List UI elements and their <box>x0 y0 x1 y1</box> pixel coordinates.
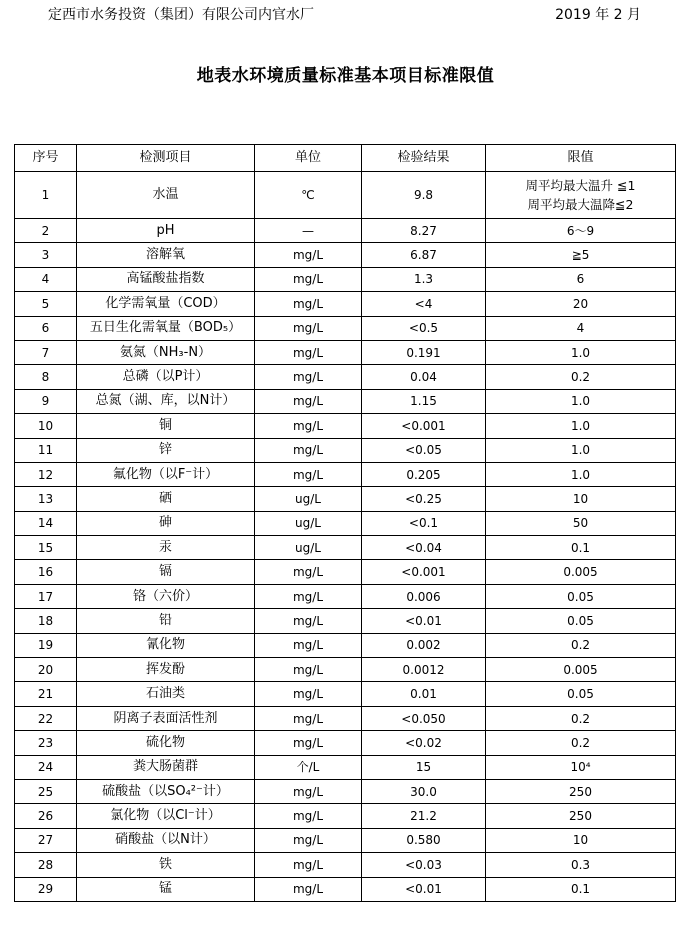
cell-item: 砷 <box>77 511 255 535</box>
cell-unit: mg/L <box>255 584 362 608</box>
cell-limit: 0.005 <box>486 560 676 584</box>
table-row <box>15 633 676 657</box>
cell-limit: 0.3 <box>486 853 676 877</box>
cell-result: <0.1 <box>362 511 486 535</box>
cell-unit: mg/L <box>255 877 362 901</box>
cell-unit: mg/L <box>255 828 362 852</box>
table-header-row <box>15 145 676 172</box>
table-row <box>15 560 676 584</box>
cell-unit: — <box>255 219 362 243</box>
cell-result: <0.05 <box>362 438 486 462</box>
cell-unit: ug/L <box>255 536 362 560</box>
cell-limit: 10⁴ <box>486 755 676 779</box>
cell-limit: 1.0 <box>486 414 676 438</box>
cell-result: 0.205 <box>362 462 486 486</box>
cell-item: 铜 <box>77 414 255 438</box>
cell-item: 硝酸盐（以N计） <box>77 828 255 852</box>
cell-no: 8 <box>15 365 77 389</box>
cell-limit: 0.2 <box>486 706 676 730</box>
cell-no: 23 <box>15 731 77 755</box>
cell-no: 25 <box>15 779 77 803</box>
table-row <box>15 438 676 462</box>
cell-no: 21 <box>15 682 77 706</box>
cell-limit: 10 <box>486 828 676 852</box>
cell-limit: 1.0 <box>486 462 676 486</box>
cell-limit: 4 <box>486 316 676 340</box>
table-row <box>15 584 676 608</box>
cell-limit: 6 <box>486 267 676 291</box>
cell-limit: 0.05 <box>486 609 676 633</box>
table-row <box>15 755 676 779</box>
table-row <box>15 706 676 730</box>
cell-result: 0.580 <box>362 828 486 852</box>
cell-item: 铁 <box>77 853 255 877</box>
table-row <box>15 682 676 706</box>
cell-item: 锰 <box>77 877 255 901</box>
cell-limit: 1.0 <box>486 340 676 364</box>
cell-no: 6 <box>15 316 77 340</box>
cell-item: 氟化物（以F⁻计） <box>77 462 255 486</box>
cell-limit: 0.2 <box>486 365 676 389</box>
table-row <box>15 853 676 877</box>
table-row <box>15 267 676 291</box>
table-row <box>15 414 676 438</box>
cell-item: 水温 <box>77 172 255 219</box>
cell-no: 2 <box>15 219 77 243</box>
cell-unit: mg/L <box>255 462 362 486</box>
table-row <box>15 292 676 316</box>
page-title: 地表水环境质量标准基本项目标准限值 <box>196 66 495 86</box>
table-row <box>15 365 676 389</box>
standards-table <box>14 144 676 902</box>
report-date: 2019 年 2 月 <box>555 7 641 23</box>
table-row <box>15 877 676 901</box>
cell-item: 粪大肠菌群 <box>77 755 255 779</box>
cell-item: 硫化物 <box>77 731 255 755</box>
cell-limit: 1.0 <box>486 389 676 413</box>
cell-unit: mg/L <box>255 779 362 803</box>
cell-unit: ug/L <box>255 487 362 511</box>
cell-unit: 个/L <box>255 755 362 779</box>
cell-limit: ≧5 <box>486 243 676 267</box>
cell-result: <0.01 <box>362 877 486 901</box>
cell-item: 锌 <box>77 438 255 462</box>
cell-unit: mg/L <box>255 682 362 706</box>
table-row <box>15 511 676 535</box>
cell-unit: mg/L <box>255 414 362 438</box>
cell-item: 挥发酚 <box>77 658 255 682</box>
cell-limit: 6～9 <box>486 219 676 243</box>
cell-result: 0.01 <box>362 682 486 706</box>
cell-no: 3 <box>15 243 77 267</box>
cell-item: 汞 <box>77 536 255 560</box>
cell-result: 8.27 <box>362 219 486 243</box>
cell-no: 20 <box>15 658 77 682</box>
cell-limit: 0.1 <box>486 536 676 560</box>
cell-limit: 0.2 <box>486 731 676 755</box>
table-row <box>15 779 676 803</box>
table-row <box>15 658 676 682</box>
cell-no: 11 <box>15 438 77 462</box>
cell-limit: 0.05 <box>486 584 676 608</box>
cell-result: 21.2 <box>362 804 486 828</box>
cell-result: 0.191 <box>362 340 486 364</box>
cell-no: 16 <box>15 560 77 584</box>
cell-result: <0.5 <box>362 316 486 340</box>
cell-unit: mg/L <box>255 267 362 291</box>
cell-limit: 20 <box>486 292 676 316</box>
cell-unit: mg/L <box>255 804 362 828</box>
cell-item: 硫酸盐（以SO₄²⁻计） <box>77 779 255 803</box>
cell-unit: ℃ <box>255 172 362 219</box>
cell-no: 22 <box>15 706 77 730</box>
cell-unit: mg/L <box>255 365 362 389</box>
cell-result: 0.0012 <box>362 658 486 682</box>
cell-unit: mg/L <box>255 438 362 462</box>
cell-no: 24 <box>15 755 77 779</box>
column-header-limit: 限值 <box>486 145 676 172</box>
cell-result: <0.001 <box>362 414 486 438</box>
cell-item: 镉 <box>77 560 255 584</box>
cell-result: <0.04 <box>362 536 486 560</box>
cell-limit: 250 <box>486 779 676 803</box>
table-row <box>15 316 676 340</box>
cell-item: 化学需氧量（COD） <box>77 292 255 316</box>
cell-no: 10 <box>15 414 77 438</box>
cell-limit: 0.05 <box>486 682 676 706</box>
cell-limit: 0.005 <box>486 658 676 682</box>
cell-item: 氯化物（以Cl⁻计） <box>77 804 255 828</box>
cell-result: <0.050 <box>362 706 486 730</box>
cell-result: <4 <box>362 292 486 316</box>
cell-result: 0.006 <box>362 584 486 608</box>
cell-no: 4 <box>15 267 77 291</box>
cell-unit: mg/L <box>255 731 362 755</box>
cell-unit: mg/L <box>255 633 362 657</box>
cell-unit: mg/L <box>255 658 362 682</box>
cell-unit: mg/L <box>255 389 362 413</box>
cell-result: <0.02 <box>362 731 486 755</box>
cell-limit-line: 周平均最大温升 ≦1 <box>525 178 636 193</box>
cell-unit: ug/L <box>255 511 362 535</box>
cell-limit: 10 <box>486 487 676 511</box>
cell-no: 15 <box>15 536 77 560</box>
cell-limit: 0.1 <box>486 877 676 901</box>
cell-limit-line: 周平均最大温降≦2 <box>527 197 634 212</box>
cell-unit: mg/L <box>255 609 362 633</box>
table-row <box>15 172 676 219</box>
cell-no: 28 <box>15 853 77 877</box>
cell-result: <0.001 <box>362 560 486 584</box>
cell-limit: 0.2 <box>486 633 676 657</box>
cell-result: <0.03 <box>362 853 486 877</box>
table-row <box>15 487 676 511</box>
table-row <box>15 219 676 243</box>
cell-item: 氨氮（NH₃-N） <box>77 340 255 364</box>
cell-no: 19 <box>15 633 77 657</box>
column-header-result: 检验结果 <box>362 145 486 172</box>
cell-limit <box>486 172 676 219</box>
cell-no: 9 <box>15 389 77 413</box>
table-body <box>15 172 676 902</box>
cell-no: 14 <box>15 511 77 535</box>
cell-result: <0.25 <box>362 487 486 511</box>
table-row <box>15 462 676 486</box>
cell-limit: 250 <box>486 804 676 828</box>
cell-result: 9.8 <box>362 172 486 219</box>
cell-item: 石油类 <box>77 682 255 706</box>
cell-item: 总氮（湖、库，以N计） <box>77 389 255 413</box>
cell-no: 1 <box>15 172 77 219</box>
column-header-no: 序号 <box>15 145 77 172</box>
cell-result: 0.002 <box>362 633 486 657</box>
cell-item: pH <box>77 219 255 243</box>
cell-no: 29 <box>15 877 77 901</box>
table-row <box>15 609 676 633</box>
column-header-item: 检测项目 <box>77 145 255 172</box>
cell-result: <0.01 <box>362 609 486 633</box>
table-row <box>15 389 676 413</box>
cell-item: 高锰酸盐指数 <box>77 267 255 291</box>
cell-no: 13 <box>15 487 77 511</box>
cell-no: 17 <box>15 584 77 608</box>
cell-unit: mg/L <box>255 340 362 364</box>
cell-unit: mg/L <box>255 316 362 340</box>
cell-item: 总磷（以P计） <box>77 365 255 389</box>
cell-limit: 50 <box>486 511 676 535</box>
cell-result: 1.15 <box>362 389 486 413</box>
cell-item: 溶解氧 <box>77 243 255 267</box>
cell-result: 1.3 <box>362 267 486 291</box>
cell-no: 12 <box>15 462 77 486</box>
cell-unit: mg/L <box>255 560 362 584</box>
cell-item: 阴离子表面活性剂 <box>77 706 255 730</box>
cell-no: 26 <box>15 804 77 828</box>
cell-result: 30.0 <box>362 779 486 803</box>
table-row <box>15 828 676 852</box>
cell-item: 铅 <box>77 609 255 633</box>
cell-limit: 1.0 <box>486 438 676 462</box>
cell-no: 5 <box>15 292 77 316</box>
table-row <box>15 243 676 267</box>
table-row <box>15 731 676 755</box>
cell-item: 氰化物 <box>77 633 255 657</box>
cell-no: 7 <box>15 340 77 364</box>
column-header-unit: 单位 <box>255 145 362 172</box>
cell-unit: mg/L <box>255 706 362 730</box>
cell-item: 硒 <box>77 487 255 511</box>
cell-unit: mg/L <box>255 853 362 877</box>
table-row <box>15 340 676 364</box>
cell-result: 15 <box>362 755 486 779</box>
cell-unit: mg/L <box>255 243 362 267</box>
cell-item: 五日生化需氧量（BOD₅） <box>77 316 255 340</box>
cell-no: 27 <box>15 828 77 852</box>
cell-result: 0.04 <box>362 365 486 389</box>
table-row <box>15 536 676 560</box>
table-row <box>15 804 676 828</box>
organization-name: 定西市水务投资（集团）有限公司内官水厂 <box>48 7 314 23</box>
cell-unit: mg/L <box>255 292 362 316</box>
cell-no: 18 <box>15 609 77 633</box>
cell-result: 6.87 <box>362 243 486 267</box>
cell-item: 铬（六价） <box>77 584 255 608</box>
